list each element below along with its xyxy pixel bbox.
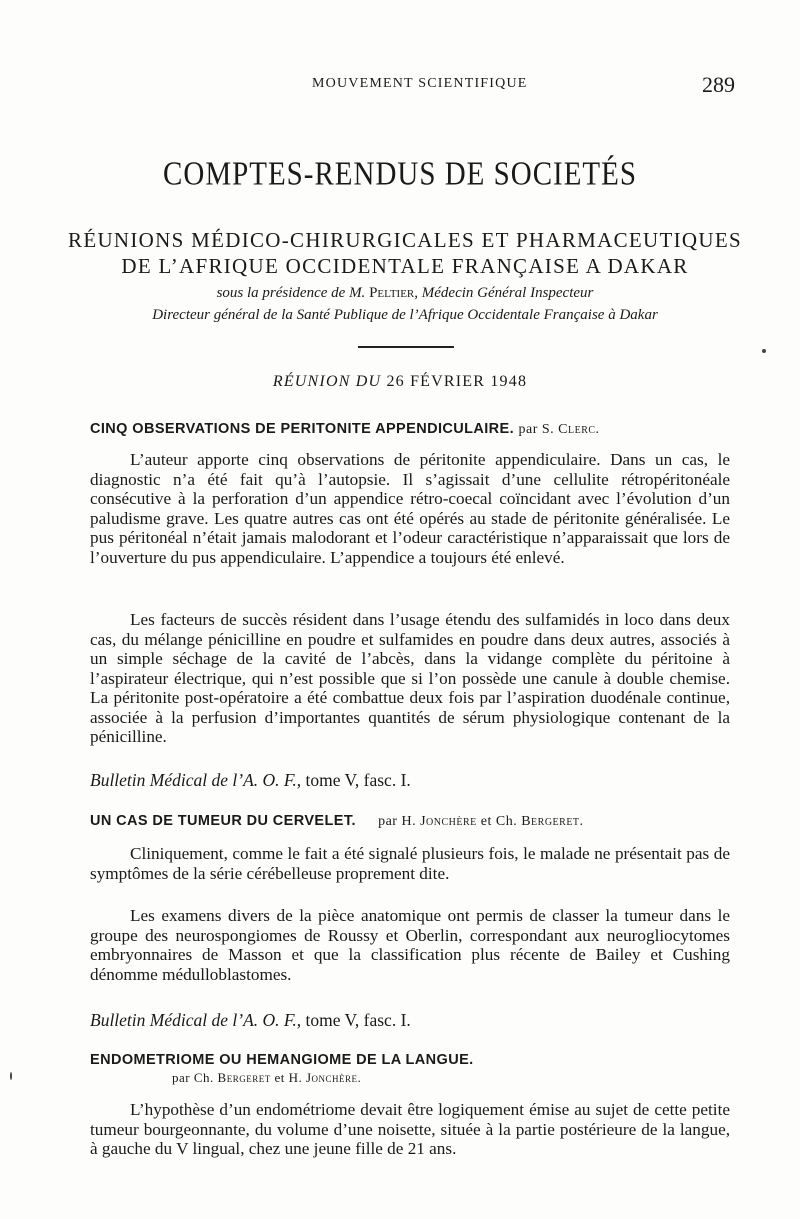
meeting-date: 26 FÉVRIER 1948 bbox=[386, 373, 528, 390]
article-1-paragraph-1: L’auteur apporte cinq observations de péritonite appendiculaire. Dans un cas, le diagnostic n’a été fait qu’à l’autopsie. Il s’agissait d’une cellulite rétropéritonéale consécutive à la perforation d’un appendice rétro-coecal coïncidant avec l’évolution d’un paludisme grave. Les quatre autres cas ont été opérés au stade de péritonite généralisée. Le pus péritonéal n’était jamais malodorant et l’odeur caractéristique n’apparaissait que lors de l’ouverture du pus appendiculaire. L’appendice a toujours été enlevé. bbox=[90, 450, 730, 567]
article-2-heading bbox=[90, 813, 770, 830]
running-title: MOUVEMENT SCIENTIFIQUE bbox=[312, 76, 528, 91]
article-authors: par H. Jonchère et Ch. Bergeret. bbox=[378, 814, 584, 829]
article-3-heading: ENDOMETRIOME OU HEMANGIOME DE LA LANGUE. bbox=[90, 1052, 474, 1068]
article-title: UN CAS DE TUMEUR DU CERVELET. bbox=[90, 813, 356, 829]
citation-reference: , tome V, fasc. I. bbox=[296, 770, 411, 790]
article-2-paragraph-2: Les examens divers de la pièce anatomique ont permis de classer la tumeur dans le groupe des neurospongiomes de Roussy et Oberlin, correspondant aux neurogliocytomes embryonnaires de Masson et que la classification plus récente de Bailey et Cushing dénomme médulloblastomes. bbox=[90, 906, 730, 984]
section-divider bbox=[358, 346, 454, 348]
president-title: , Médecin Général Inspecteur bbox=[414, 285, 594, 301]
citation-reference: , tome V, fasc. I. bbox=[296, 1010, 411, 1030]
print-speck bbox=[10, 1072, 12, 1080]
article-2-citation bbox=[90, 1010, 411, 1031]
article-1-citation bbox=[90, 770, 411, 791]
article-3-paragraph-1: L’hypothèse d’un endométriome devait être logiquement émise au sujet de cette petite tumeur bourgeonnante, du volume d’une noisette, située à la partie postérieure de la langue, à gauche du V lingual, chez une jeune fille de 21 ans. bbox=[90, 1100, 730, 1158]
article-2-paragraph-1: Cliniquement, comme le fait a été signalé plusieurs fois, le malade ne présentait pas de symptômes de la série cérébelleuse proprement dite. bbox=[90, 844, 730, 883]
print-speck bbox=[762, 349, 766, 353]
meeting-heading bbox=[0, 373, 800, 391]
meeting-label: RÉUNION DU bbox=[272, 373, 382, 390]
running-header bbox=[0, 74, 800, 98]
article-authors: par S. Clerc. bbox=[518, 422, 600, 437]
citation-title: Bulletin Médical de l’A. O. F. bbox=[90, 770, 297, 790]
article-1-heading bbox=[90, 421, 770, 438]
subtitle-line-2: DE L’AFRIQUE OCCIDENTALE FRANÇAISE A DAKAR bbox=[121, 254, 689, 278]
citation-title: Bulletin Médical de l’A. O. F. bbox=[90, 1010, 297, 1030]
page-number: 289 bbox=[702, 72, 735, 97]
presidence-line-1 bbox=[70, 283, 740, 303]
presidence-prefix: sous la présidence de M. bbox=[216, 285, 366, 301]
presidence-line-2: Directeur général de la Santé Publique de l’Afrique Occidentale Française à Dakar bbox=[152, 307, 658, 323]
president-name: Peltier bbox=[369, 285, 415, 301]
article-3-authors: par Ch. Bergeret et H. Jonchère. bbox=[172, 1070, 362, 1085]
article-1-paragraph-2: Les facteurs de succès résident dans l’usage étendu des sulfamidés in loco dans deux cas, du mélange pénicilline en poudre et sulfamides en poudre dans deux autres, associés à un simple séchage de la cavité de l’abcès, dans la vidange complète du péritoine à l’aspirateur électrique, qui n’est possible que si l’on possède une canule à double chemise. La péritonite post-opératoire a été combattue deux fois par l’aspiration duodénale continue, associée à la perfusion d’importantes quantités de sérum physiologique contenant de la pénicilline. bbox=[90, 610, 730, 746]
subtitle-line-1: RÉUNIONS MÉDICO-CHIRURGICALES ET PHARMACEUTIQUES bbox=[68, 228, 742, 252]
page-title: COMPTES-RENDUS DE SOCIETÉS bbox=[163, 155, 637, 193]
article-title: CINQ OBSERVATIONS DE PERITONITE APPENDICULAIRE. bbox=[90, 421, 515, 437]
